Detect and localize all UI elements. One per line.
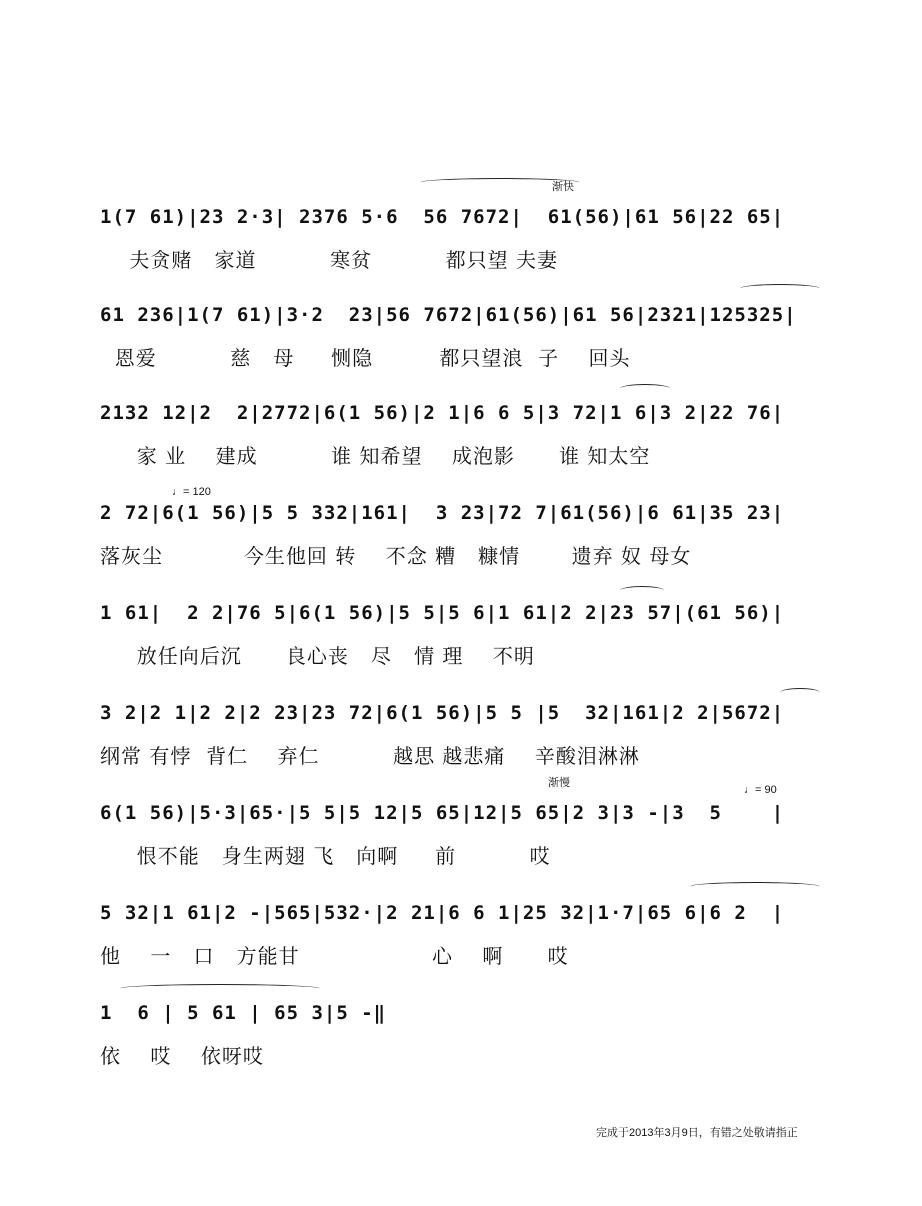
slur [620, 586, 664, 595]
lyric-line: 他 一 口 方能甘 心 啊 哎 [100, 944, 569, 968]
lyric-line: 恩爱 慈 母 恻隐 都只望浪 子 回头 [100, 346, 631, 370]
tempo-mark-ritardando: 渐慢 [548, 777, 570, 789]
notation-line: 61 236|1(7 61)|3·2 23|56 7672|61(56)|61 56|2321|125325| [100, 304, 797, 326]
notation-line: 1(7 61)|23 2·3| 2376 5·6 56 7672| 61(56)|61 56|22 65| [100, 206, 785, 228]
slur [120, 984, 320, 993]
lyric-line: 夫贪赌 家道 寒贫 都只望 夫妻 [100, 248, 559, 272]
notation-line: 1 6 | 5 61 | 65 3|5 -‖ [100, 1002, 387, 1024]
lyric-line: 依 哎 依呀哎 [100, 1044, 264, 1068]
lyric-line: 落灰尘 今生他回 转 不念 糟 糠情 遗弃 奴 母女 [100, 544, 692, 568]
notation-line: 6(1 56)|5·3|65·|5 5|5 12|5 65|12|5 65|2 3|3 -|3 5 | [100, 802, 785, 824]
completion-note: 完成于2013年3月9日，有错之处敬请指正 [596, 1127, 798, 1139]
tempo-mark-accelerando: 渐快 [552, 181, 574, 193]
lyric-line: 恨不能 身生两翅 飞 向啊 前 哎 [100, 844, 551, 868]
notation-line: 5 32|1 61|2 -|565|532·|2 21|6 6 1|25 32|1·7|65 6|6 2 | [100, 902, 785, 924]
slur [740, 284, 820, 293]
slur [690, 882, 820, 891]
notation-line: 3 2|2 1|2 2|2 23|23 72|6(1 56)|5 5 |5 32|161|2 2|5672| [100, 702, 785, 724]
tempo-mark: ♩= 120 [172, 486, 211, 498]
notation-line: 1 61| 2 2|76 5|6(1 56)|5 5|5 6|1 61|2 2|23 57|(61 56)| [100, 602, 785, 624]
notation-line: 2 72|6(1 56)|5 5 332|161| 3 23|72 7|61(56)|6 61|35 23| [100, 502, 785, 524]
slur [620, 384, 670, 393]
tempo-mark: ♩= 90 [744, 784, 777, 796]
notation-line: 2132 12|2 2|2772|6(1 56)|2 1|6 6 5|3 72|1 6|3 2|22 76| [100, 402, 785, 424]
lyric-line: 纲常 有悖 背仁 弃仁 越思 越悲痛 辛酸泪淋淋 [100, 744, 640, 768]
lyric-line: 放任向后沉 良心丧 尽 情 理 不明 [100, 644, 535, 668]
lyric-line: 家 业 建成 谁 知希望 成泡影 谁 知太空 [100, 444, 651, 468]
